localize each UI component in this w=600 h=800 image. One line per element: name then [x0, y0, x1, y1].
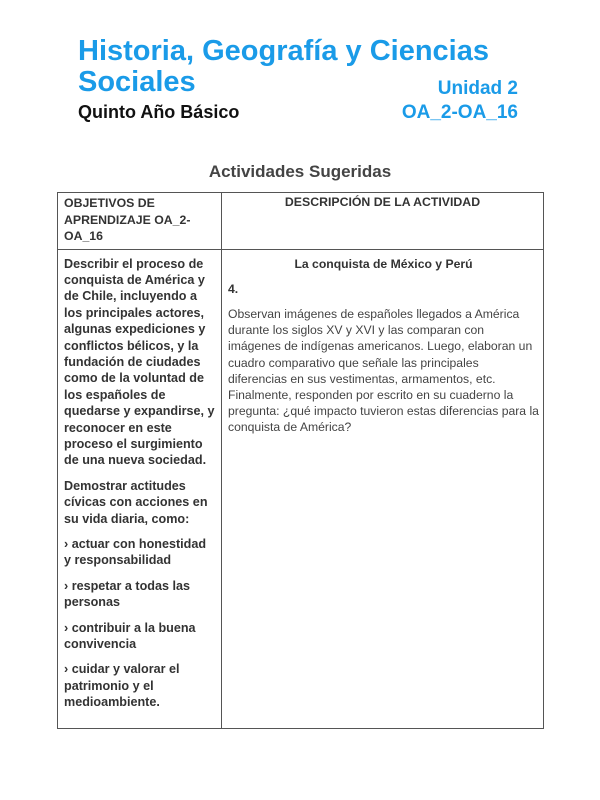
document-title: Historia, Geografía y Ciencias Sociales: [78, 35, 489, 98]
activity-description: Observan imágenes de españoles llegados a América durante los siglos XV y XVI y las comparan con imágenes de indígenas americanos. Luego, elaboran un cuadro comparativo que señale las principales diferencias en sus vestimentas, armamentos, etc. Finalmente, responden por escrito en su cuaderno la pregunta: ¿qué impacto tuvieron estas diferencias para la conquista de América?: [228, 306, 539, 435]
activity-cell: [222, 249, 544, 728]
table-header-row: [58, 193, 544, 250]
objective-item: › cuidar y valorar el patrimonio y el medioambiente.: [64, 662, 180, 710]
objective-item: › respetar a todas las personas: [64, 578, 190, 610]
grade-label: Quinto Año Básico: [78, 102, 240, 122]
activity-title: La conquista de México y Perú: [294, 256, 473, 271]
activities-table: [57, 192, 544, 729]
oa-range-label: OA_2-OA_16: [401, 102, 518, 123]
objective-item: Demostrar actitudes cívicas con acciones en su vida diaria, como:: [64, 478, 208, 526]
objectives-cell: [58, 249, 222, 728]
objective-item: › contribuir a la buena convivencia: [64, 620, 196, 652]
activity-number: 4.: [228, 281, 239, 296]
unit-label: Unidad 2: [437, 78, 518, 99]
section-title: Actividades Sugeridas: [208, 162, 392, 181]
objective-item: › actuar con honestidad y responsabilidad: [64, 537, 207, 568]
description-header: DESCRIPCIÓN DE LA ACTIVIDAD: [222, 193, 544, 250]
table-row: [58, 249, 544, 728]
objectives-header: OBJETIVOS DE APRENDIZAJE OA_2-OA_16: [58, 193, 222, 250]
objective-item: Describir el proceso de conquista de América y de Chile, incluyendo a los principales actores, algunas expediciones y conflictos bélicos, y la fundación de ciudades como de la voluntad de los españoles de quedarse y expandirse, y reconocer en este proceso el surgimiento de una nueva sociedad.: [64, 256, 215, 468]
